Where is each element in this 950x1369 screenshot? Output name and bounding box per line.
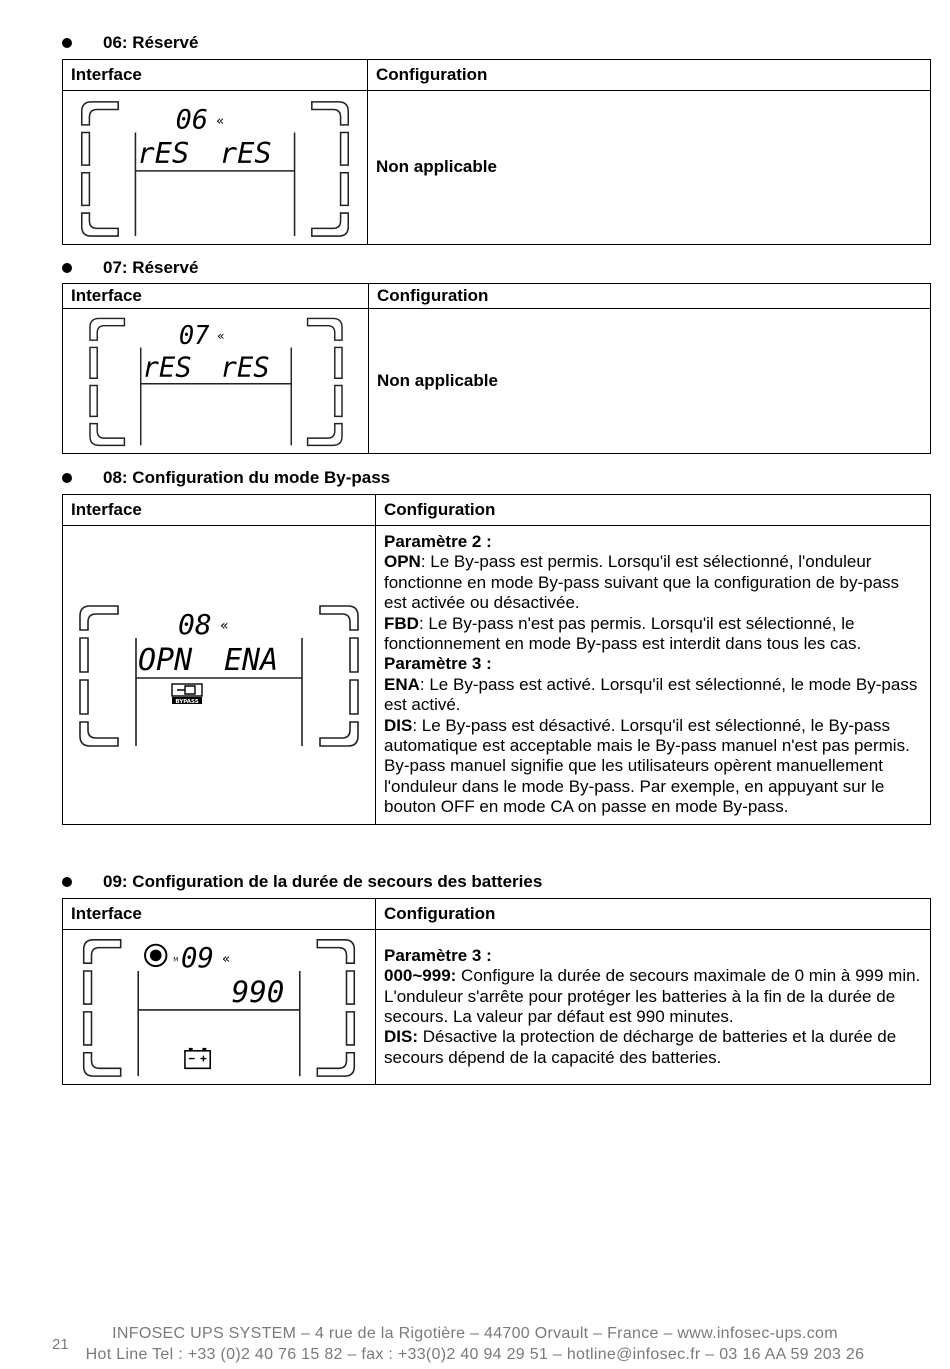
config-06 <box>368 91 931 245</box>
bullet-icon <box>62 877 72 887</box>
header-interface: Interface <box>63 899 376 930</box>
lcd-m-label: M <box>173 957 179 964</box>
lcd-right-value: ENA <box>224 642 279 678</box>
lcd-arrow-icon: « <box>221 951 231 968</box>
lcd-left-value: OPN <box>138 642 193 678</box>
bullet-icon <box>62 473 72 483</box>
table-08 <box>62 494 931 825</box>
header-configuration: Configuration <box>376 899 931 930</box>
table-09 <box>62 898 931 1085</box>
lcd-arrow-icon: « <box>216 328 225 344</box>
lcd-screen <box>73 600 365 750</box>
table-07 <box>62 283 931 454</box>
section-08-title <box>62 468 390 488</box>
lcd-left-value: rES <box>142 352 192 384</box>
lcd-screen <box>77 313 355 449</box>
ena-description: ENA: Le By-pass est activé. Lorsqu'il est sélectionné, le mode By-pass est activé. <box>384 674 918 715</box>
config-08 <box>376 526 931 825</box>
page-number: 21 <box>52 1336 69 1353</box>
header-interface: Interface <box>63 495 376 526</box>
lcd-arrow-icon: « <box>220 617 229 634</box>
svg-text:BYPASS: BYPASS <box>175 698 199 705</box>
config-text: Non applicable <box>377 370 498 390</box>
footer-contact: Hot Line Tel : +33 (0)2 40 76 15 82 – fax : +33(0)2 40 94 29 51 – hotline@infosec.fr – 03 16 AA 59 203 26 <box>85 1346 865 1363</box>
table-06 <box>62 59 931 245</box>
lcd-number: 07 <box>178 319 209 350</box>
lcd-number: 09 <box>181 943 214 975</box>
section-06-title <box>62 33 198 53</box>
dis-description: DIS: Le By-pass est désactivé. Lorsqu'il est sélectionné, le By-pass automatique est acceptable mais le By-pass manuel n'est pas permis. By-pass manuel signifie que les utilisateurs opèrent manuellement l'onduleur dans le mode By-pass. Par exemple, en appuyant sur le bouton OFF en mode CA on passe en mode By-pass. <box>384 715 910 817</box>
lcd-number: 08 <box>178 607 212 641</box>
config-text: Non applicable <box>376 157 497 177</box>
timer-icon <box>145 945 166 966</box>
header-interface: Interface <box>63 284 369 309</box>
fbd-description: FBD: Le By-pass n'est pas permis. Lorsqu'il est sélectionné, le fonctionnement en mode By-pass est interdit dans tous les cas. <box>384 613 862 654</box>
lcd-display-08 <box>63 526 376 825</box>
header-interface: Interface <box>63 60 368 91</box>
range-description: 000~999: Configure la durée de secours maximale de 0 min à 999 min. L'onduleur s'arrête pour protéger les batteries à la fin de la durée de secours. La valeur par défaut est 990 minutes. <box>384 966 921 1026</box>
config-07 <box>369 309 931 454</box>
section-07-title <box>62 258 198 278</box>
header-configuration: Configuration <box>376 495 931 526</box>
bullet-icon <box>62 263 72 273</box>
lcd-display-06 <box>63 91 368 245</box>
lcd-display-09 <box>63 930 376 1085</box>
param2-title: Paramètre 2 : <box>384 532 492 551</box>
param3-title: Paramètre 3 : <box>384 654 492 674</box>
section-06-title-text: 06: Réservé <box>103 33 199 52</box>
footer-address: INFOSEC UPS SYSTEM – 4 rue de la Rigotière – 44700 Orvault – France – www.infosec-ups.com <box>112 1325 838 1342</box>
section-07-title-text: 07: Réservé <box>103 258 199 277</box>
section-08-title-text: 08: Configuration du mode By-pass <box>103 468 391 487</box>
header-configuration: Configuration <box>369 284 931 309</box>
bypass-icon <box>172 684 202 705</box>
config-09 <box>376 930 931 1085</box>
section-09-title-text: 09: Configuration de la durée de secours des batteries <box>103 872 543 891</box>
battery-icon <box>185 1048 210 1068</box>
lcd-right-value: 990 <box>231 975 285 1010</box>
lcd-left-value: rES <box>137 135 190 170</box>
lcd-right-value: rES <box>220 352 270 384</box>
lcd-right-value: rES <box>219 135 272 170</box>
param3-title: Paramètre 3 : <box>384 945 492 965</box>
lcd-arrow-icon: « <box>215 113 225 129</box>
lcd-number: 06 <box>175 104 209 136</box>
bullet-icon <box>62 38 72 48</box>
opn-description: OPN: Le By-pass est permis. Lorsqu'il est sélectionné, l'onduleur fonctionne en mode By-pass suivant que la configuration de by-pass est activée ou désactivée. <box>384 552 900 613</box>
lcd-screen <box>73 934 365 1080</box>
lcd-screen <box>76 96 354 240</box>
lcd-display-07 <box>63 309 369 454</box>
section-09-title <box>62 872 542 892</box>
dis-description: DIS: Désactive la protection de décharge de batteries et la durée de secours dépend de la capacité des batteries. <box>384 1027 897 1067</box>
header-configuration: Configuration <box>368 60 931 91</box>
